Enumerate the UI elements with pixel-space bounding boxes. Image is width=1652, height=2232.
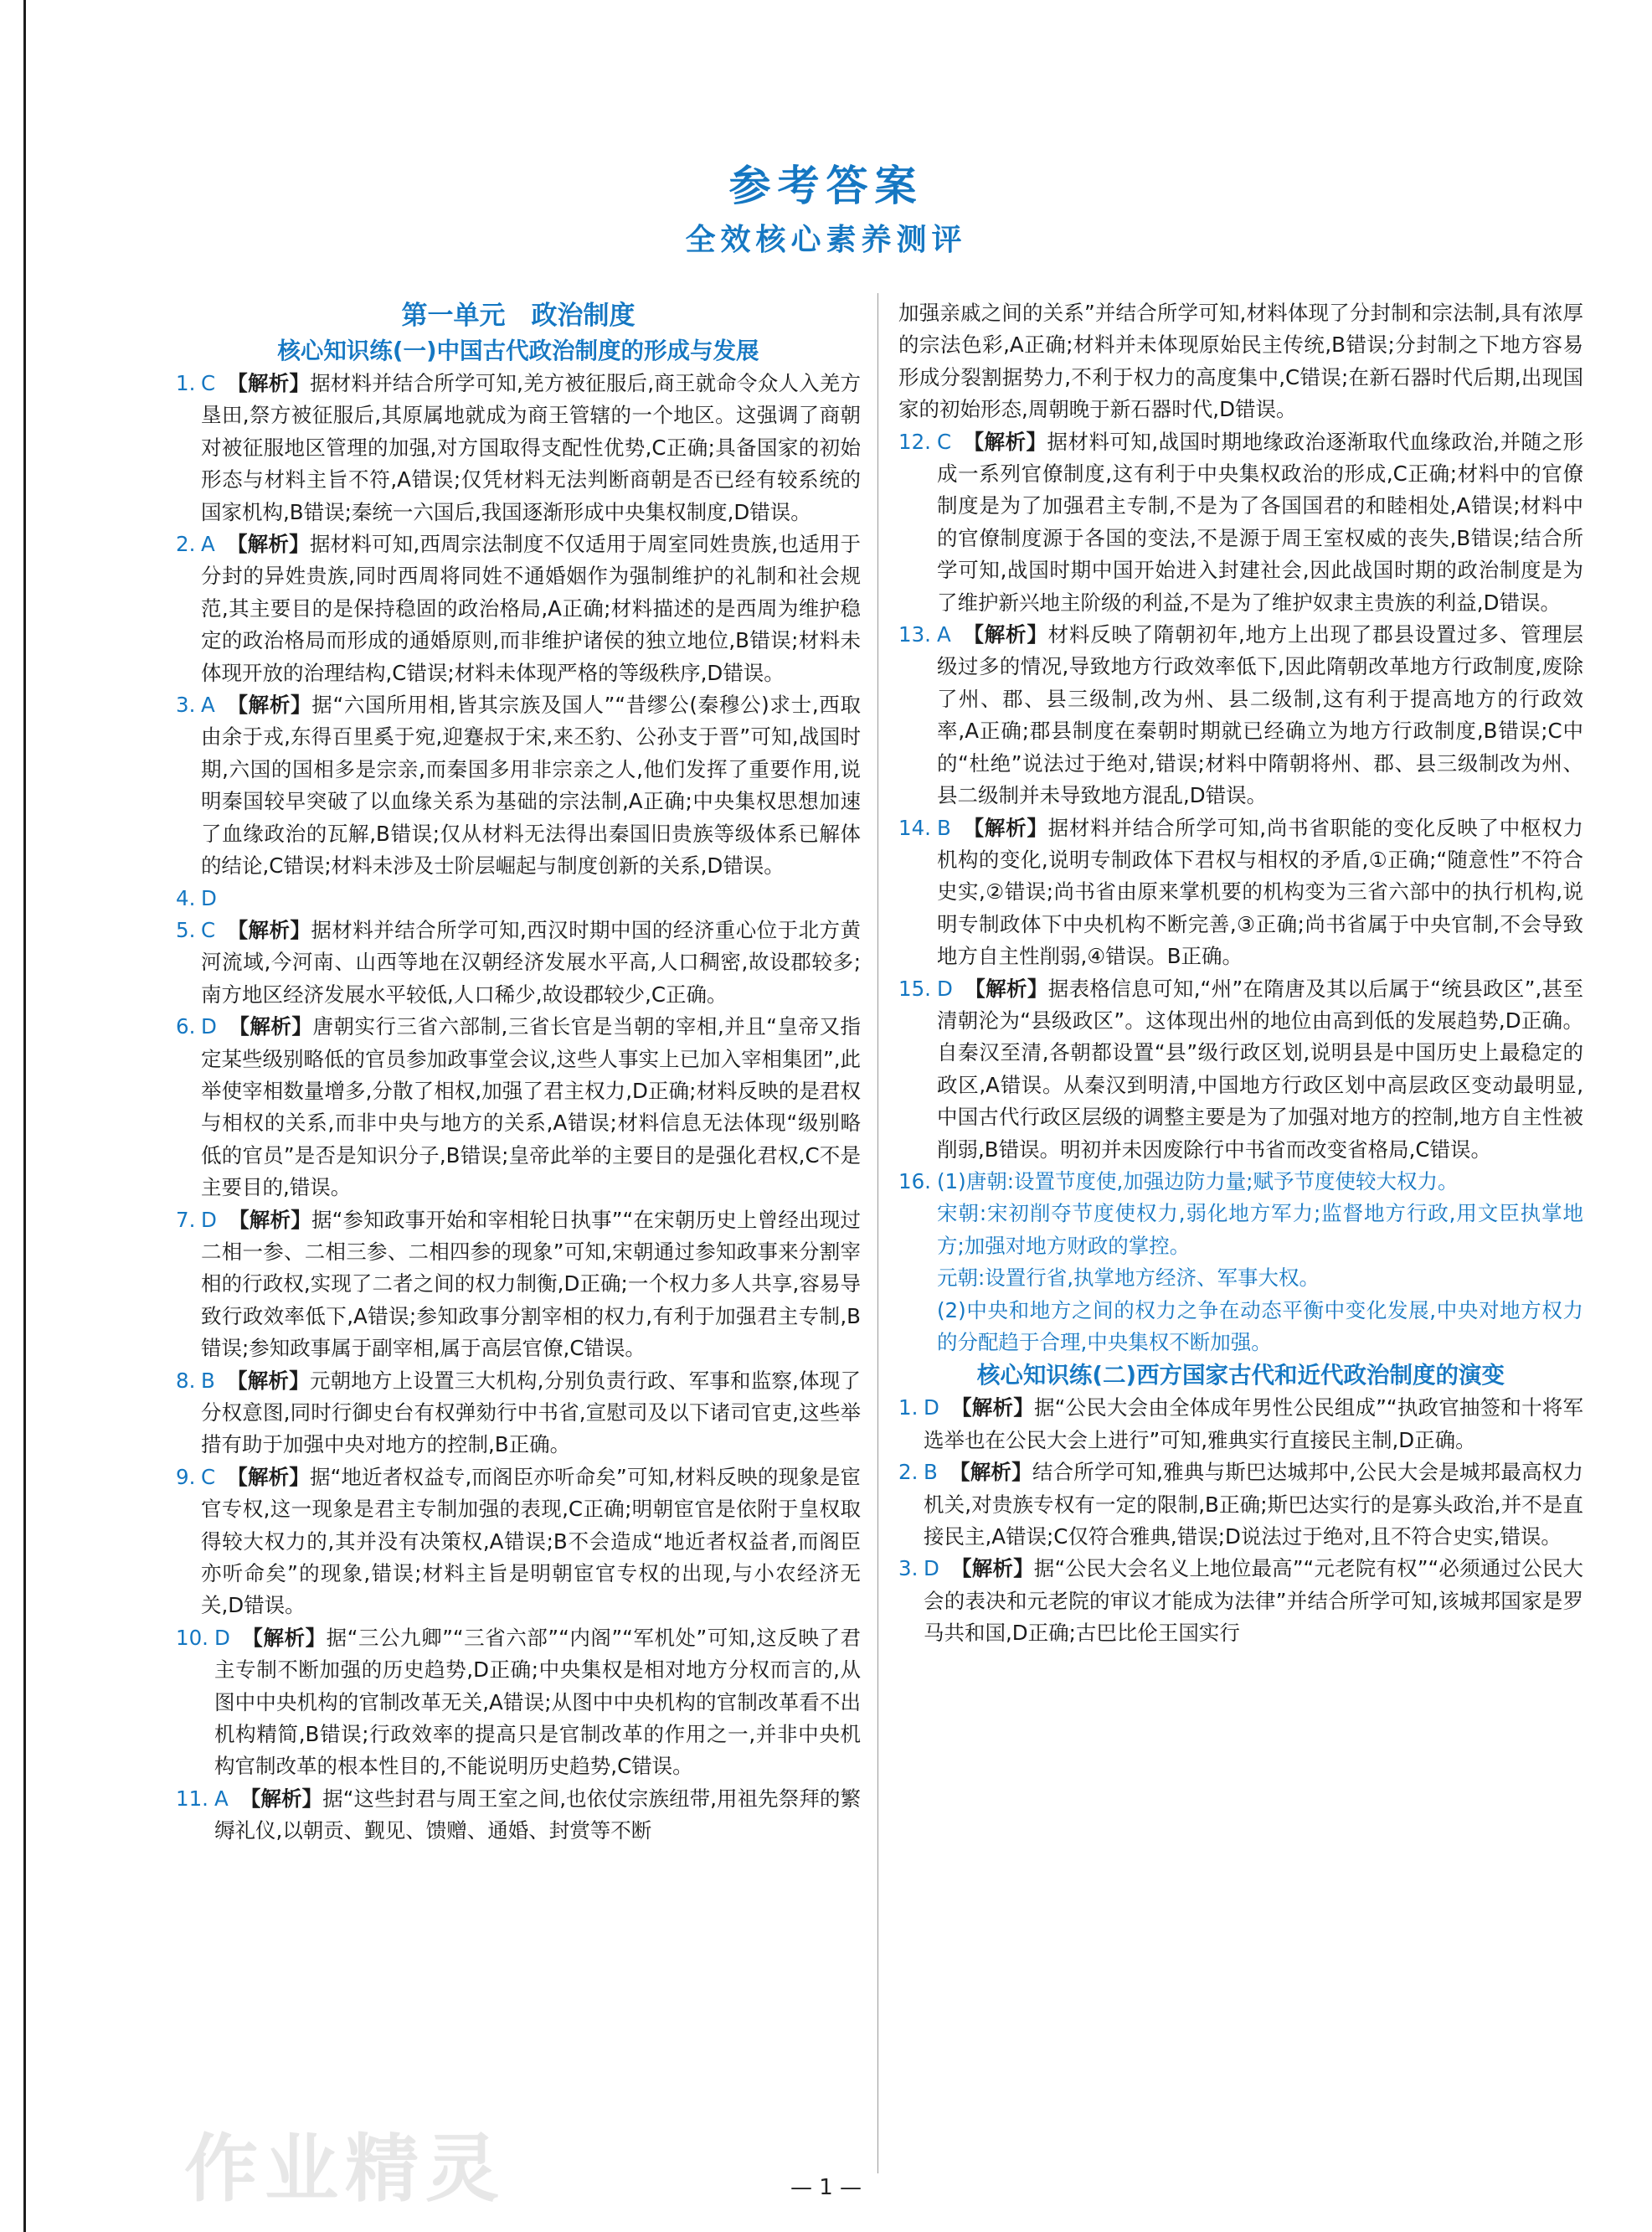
analysis-text: 据“地近者权益专,而阁臣亦听命矣”可知,材料反映的现象是宦官专权,这一现象是君主专制加强的表现,C正确;明朝宦官是依附于皇权取得较大权力的,其并没有决策权,A错误;B不会造成“地近者权益者,而阁臣亦听命矣”的现象,错误;材料主旨是明朝宦官专权的出现,与小农经济无关,D错误。 <box>201 1464 861 1618</box>
answer-choice: C <box>937 429 952 454</box>
analysis-tag: 【解析】 <box>950 1556 1034 1581</box>
answer-item <box>898 1456 1583 1553</box>
answer-item <box>176 1461 861 1622</box>
analysis-text: 元朝地方上设置三大机构,分别负责行政、军事和监察,体现了分权意图,同时行御史台有权弹劾行中书省,宣慰司及以下诸司官吏,这些举措有助于加强中央对地方的控制,B正确。 <box>201 1368 862 1457</box>
answer-number: 3. <box>176 693 196 718</box>
answer-item <box>176 528 861 689</box>
answer-choice: D <box>201 1014 217 1039</box>
page-subtitle: 全效核心素养测评 <box>685 223 967 257</box>
answer-item <box>176 1011 861 1204</box>
answer-item <box>176 1783 861 1848</box>
analysis-text: 据“公民大会由全体成年男性公民组成”“执政官抽签和十将军选举也在公民大会上进行”可知,雅典实行直接民主制,D正确。 <box>924 1395 1584 1452</box>
analysis-text: 据“六国所用相,皆其宗族及国人”“昔缪公(秦穆公)求士,西取由余于戎,东得百里奚于宛,迎蹇叔于宋,来丕豹、公孙支于晋”可知,战国时期,六国的国相多是宗亲,而秦国多用非宗亲之人,他们发挥了重要作用,说明秦国较早突破了以血缘关系为基础的宗法制,A正确;中央集权思想加速了血缘政治的瓦解,B错误;仅从材料无法得出秦国旧贵族等级体系已解体的结论,C错误;材料未涉及士阶层崛起与制度创新的关系,D错误。 <box>201 693 861 879</box>
answer-item <box>898 426 1583 619</box>
analysis-tag: 【解析】 <box>226 532 310 557</box>
column-divider <box>877 293 878 2173</box>
answer-number: 16. <box>898 1168 931 1193</box>
analysis-tag: 【解析】 <box>227 371 311 395</box>
analysis-tag: 【解析】 <box>962 815 1048 840</box>
answer-choice: C <box>201 371 216 395</box>
analysis-text: 据“三公九卿”“三省六部”“内阁”“军机处”可知,这反映了君主专制不断加强的历史趋势,D正确;中央集权是相对地方分权而言的,从图中中央机构的官制改革无关,A错误;从图中中央机构的官制改革看不出机构精简,B错误;行政效率的提高只是官制改革的作用之一,并非中央机构官制改革的根本性目的,不能说明历史趋势,C错误。 <box>214 1625 862 1779</box>
unit-title: 第一单元 政治制度 <box>401 301 636 331</box>
answer-item <box>176 368 861 528</box>
analysis-tag: 【解析】 <box>241 1625 327 1650</box>
answer-item <box>176 883 861 915</box>
section-title-1: 核心知识练(一)中国古代政治制度的形成与发展 <box>277 338 759 364</box>
watermark: 作业精灵 <box>184 2126 507 2212</box>
analysis-text: 据材料可知,战国时期地缘政治逐渐取代血缘政治,并随之形成一系列官僚制度,这有利于中央集权政治的形成,C正确;材料中的官僚制度是为了加强君主专制,不是为了各国国君的和睦相处,A错误;材料中的官僚制度源于各国的变法,不是源于周王室权威的丧失,B错误;结合所学可知,战国时期中国开始进入封建社会,因此战国时期的政治制度是为了维护新兴地主阶级的利益,不是为了维护奴隶主贵族的利益,D错误。 <box>937 429 1583 615</box>
answer-16-line: (2)中央和地方之间的权力之争在动态平衡中变化发展,中央对地方权力的分配趋于合理,中央集权不断加强。 <box>937 1297 1583 1354</box>
answer-list-right <box>898 426 1583 1166</box>
answer-number: 12. <box>898 429 931 454</box>
page-title: 参考答案 <box>728 162 924 210</box>
answer-item <box>176 1622 861 1783</box>
analysis-text: 唐朝实行三省六部制,三省长官是当朝的宰相,并且“皇帝又指定某些级别略低的官员参加政事堂会议,这些人事实上已加入宰相集团”,此举使宰相数量增多,分散了相权,加强了君主权力,D正确;材料反映的是君权与相权的关系,而非中央与地方的关系,A错误;材料信息无法体现“级别略低的官员”是否是知识分子,B错误;皇帝此举的主要目的是强化君权,C不是主要目的,错误。 <box>201 1014 861 1200</box>
page-header <box>0 159 1652 260</box>
answer-16-lines <box>937 1166 1583 1358</box>
analysis-text: 据“公民大会名义上地位最高”“元老院有权”“必须通过公民大会的表决和元老院的审议才能成为法律”并结合所学可知,该城邦国家是罗马共和国,D正确;古巴比伦王国实行 <box>924 1556 1584 1646</box>
answer-choice: C <box>201 1464 216 1489</box>
continued-paragraph: 加强亲戚之间的关系”并结合所学可知,材料体现了分封制和宗法制,具有浓厚的宗法色彩,A正确;材料并未体现原始民主传统,B错误;分封制之下地方容易形成分裂割据势力,不利于权力的高度集中,C错误;在新石器时代后期,出现国家的初始形态,周朝晚于新石器时代,D错误。 <box>898 301 1583 422</box>
answer-number: 1. <box>898 1395 919 1420</box>
analysis-text: 据材料可知,西周宗法制度不仅适用于周室同姓贵族,也适用于分封的异姓贵族,同时西周将同姓不通婚姻作为强制维护的礼制和社会规范,其主要目的是保持稳固的政治格局,A正确;材料描述的是西周为维护稳定的政治格局而形成的通婚原则,而非维护诸侯的独立地位,B错误;材料未体现开放的治理结构,C错误;材料未体现严格的等级秩序,D错误。 <box>201 532 862 685</box>
page-number: — 1 — <box>790 2175 862 2200</box>
analysis-text: 据材料并结合所学可知,羌方被征服后,商王就命令众人入羌方垦田,祭方被征服后,其原属地就成为商王管辖的一个地区。这强调了商朝对被征服地区管理的加强,对方国取得支配性优势,C正确;具备国家的初始形态与材料主旨不符,A错误;仅凭材料无法判断商朝是否已经有较系统的国家机构,B错误;秦统一六国后,我国逐渐形成中央集权制度,D错误。 <box>201 371 862 524</box>
answer-number: 10. <box>176 1625 208 1650</box>
analysis-text: 结合所学可知,雅典与斯巴达城邦中,公民大会是城邦最高权力机关,对贵族专权有一定的限制,B正确;斯巴达实行的是寡头政治,并不是直接民主,A错误;C仅符合雅典,错误;D说法过于绝对,且不符合史实,错误。 <box>924 1460 1584 1549</box>
analysis-tag: 【解析】 <box>949 1460 1032 1485</box>
answer-item <box>898 812 1583 973</box>
answer-number: 7. <box>176 1207 196 1232</box>
answer-choice: D <box>937 976 953 1001</box>
answer-number: 4. <box>176 885 196 910</box>
analysis-tag: 【解析】 <box>226 1368 310 1393</box>
answer-number: 2. <box>898 1460 919 1485</box>
answer-choice: A <box>937 622 951 647</box>
answer-choice: D <box>214 1625 230 1650</box>
answer-choice: B <box>937 815 951 840</box>
answer-choice: C <box>201 917 216 942</box>
right-column <box>898 297 1583 1650</box>
answer-choice: D <box>201 885 217 910</box>
answer-number: 8. <box>176 1368 196 1393</box>
answer-number: 6. <box>176 1014 196 1039</box>
answer-number: 11. <box>176 1786 208 1811</box>
answer-number: 14. <box>898 815 931 840</box>
answer-choice: A <box>201 693 215 718</box>
analysis-text: 据“参知政事开始和宰相轮日执事”“在宋朝历史上曾经出现过二相一参、二相三参、二相四参的现象”可知,宋朝通过参知政事来分割宰相的行政权,实现了二者之间的权力制衡,D正确;一个权力多人共享,容易导致行政效率低下,A错误;参知政事分割宰相的权力,有利于加强君主专制,B错误;参知政事属于副宰相,属于高层官僚,C错误。 <box>201 1207 862 1361</box>
answer-item-16 <box>898 1166 1583 1358</box>
answer-16-line: (1)唐朝:设置节度使,加强边防力量;赋予节度使较大权力。 <box>937 1168 1459 1193</box>
analysis-tag: 【解析】 <box>227 917 311 942</box>
answer-choice: B <box>924 1460 938 1485</box>
answer-item <box>176 1204 861 1365</box>
left-margin-rule <box>23 0 26 2232</box>
answer-choice: A <box>201 532 215 557</box>
analysis-tag: 【解析】 <box>962 622 1048 647</box>
answer-number: 1. <box>176 371 196 395</box>
analysis-tag: 【解析】 <box>239 1786 323 1811</box>
analysis-text: 据表格信息可知,“州”在隋唐及其以后属于“统县政区”,甚至清朝沦为“县级政区”。这体现出州的地位由高到低的发展趋势,D正确。自秦汉至清,各朝都设置“县”级行政区划,说明县是中国历史上最稳定的政区,A错误。从秦汉到明清,中国地方行政区划中高层政区变动最明显,中国古代行政区层级的调整主要是为了加强对地方的控制,地方自主性被削弱,B错误。明初并未因废除行中书省而改变省格局,C错误。 <box>937 976 1584 1162</box>
answer-16-line: 元朝:设置行省,执掌地方经济、军事大权。 <box>937 1265 1320 1291</box>
analysis-text: 材料反映了隋朝初年,地方上出现了郡县设置过多、管理层级过多的情况,导致地方行政效率低下,因此隋朝改革地方行政制度,废除了州、郡、县三级制,改为州、县二级制,这有利于提高地方的行政效率,A正确;郡县制度在秦朝时期就已经确立为地方行政制度,B错误;C中的“杜绝”说法过于绝对,错误;材料中隋朝将州、郡、县三级制改为州、县二级制并未导致地方混乱,D错误。 <box>937 622 1583 808</box>
answer-item <box>898 1553 1583 1649</box>
answer-item <box>176 1365 861 1461</box>
analysis-tag: 【解析】 <box>228 1207 311 1232</box>
answer-number: 15. <box>898 976 931 1001</box>
answer-list-left <box>176 368 861 1848</box>
analysis-text: 据材料并结合所学可知,尚书省职能的变化反映了中枢权力机构的变化,说明专制政体下君权与相权的矛盾,①正确;“随意性”不符合史实,②错误;尚书省由原来掌机要的机构变为三省六部中的执行机构,说明专制政体下中央机构不断完善,③正确;尚书省属于中央官制,不会导致地方自主性削弱,④错误。B正确。 <box>937 815 1584 969</box>
answer-item <box>176 915 861 1011</box>
analysis-tag: 【解析】 <box>226 693 312 718</box>
answer-item <box>898 973 1583 1166</box>
answer-item <box>898 619 1583 812</box>
section-title-2: 核心知识练(二)西方国家古代和近代政治制度的演变 <box>976 1362 1505 1389</box>
answer-choice: B <box>201 1368 215 1393</box>
answer-number: 2. <box>176 532 196 557</box>
analysis-tag: 【解析】 <box>963 429 1047 454</box>
analysis-tag: 【解析】 <box>964 976 1048 1001</box>
left-column <box>176 297 861 1848</box>
answer-number: 13. <box>898 622 931 647</box>
answer-item <box>176 689 861 882</box>
answer-list-right-2 <box>898 1392 1583 1649</box>
answer-number: 5. <box>176 917 196 942</box>
answer-choice: D <box>201 1207 217 1232</box>
answer-choice: A <box>214 1786 229 1811</box>
answer-16-line: 宋朝:宋初削夺节度使权力,弱化地方军力;监督地方行政,用文臣执掌地方;加强对地方财政的掌控。 <box>937 1201 1583 1258</box>
analysis-text: 据材料并结合所学可知,西汉时期中国的经济重心位于北方黄河流域,今河南、山西等地在汉朝经济发展水平高,人口稠密,故设郡较多;南方地区经济发展水平较低,人口稀少,故设郡较少,C正确。 <box>201 917 861 1007</box>
answer-number: 9. <box>176 1464 196 1489</box>
answer-number: 3. <box>898 1556 919 1581</box>
analysis-text: 据“这些封君与周王室之间,也依仗宗族纽带,用祖先祭拜的繁缛礼仪,以朝贡、觐见、馈赠、通婚、封赏等不断 <box>214 1786 861 1843</box>
analysis-tag: 【解析】 <box>227 1464 310 1489</box>
answer-choice: D <box>924 1395 939 1420</box>
answer-choice: D <box>924 1556 939 1581</box>
analysis-tag: 【解析】 <box>228 1014 313 1039</box>
analysis-tag: 【解析】 <box>950 1395 1034 1420</box>
answer-item <box>898 1392 1583 1456</box>
